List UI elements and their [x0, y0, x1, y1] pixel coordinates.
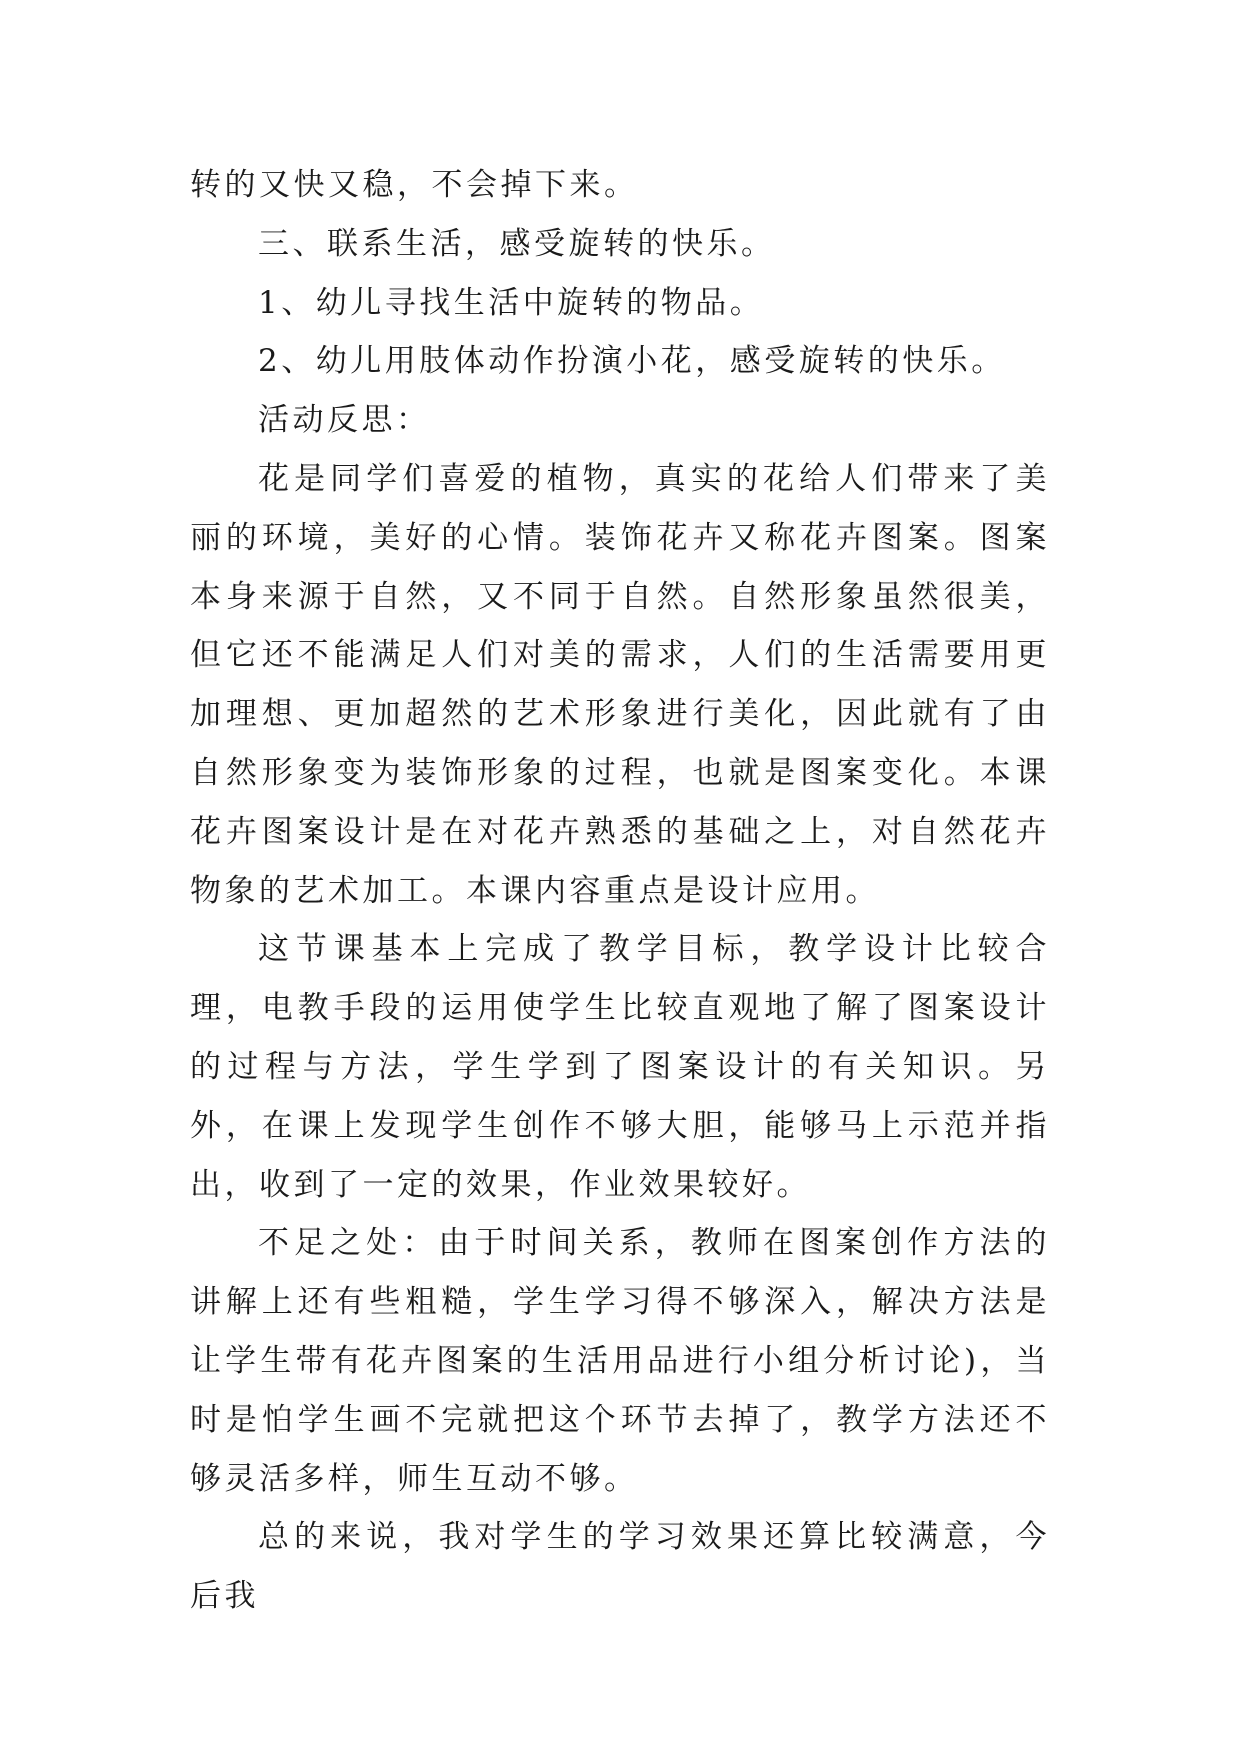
list-item-2: 2、幼儿用肢体动作扮演小花，感受旋转的快乐。: [258, 343, 1006, 380]
paragraph-goals: 这节课基本上完成了教学目标，教学设计比较合理，电教手段的运用使学生比较直观地了解了图案设计的过程与方法，学生学到了图案设计的有关知识。另外，在课上发现学生创作不够大胆，能够马上示范并指出，收到了一定的效果，作业效果较好。: [190, 931, 1050, 1203]
section-heading-three: 三、联系生活，感受旋转的快乐。: [258, 225, 776, 262]
paragraph-continuation: 转的又快又稳，不会掉下来。: [190, 167, 639, 203]
paragraph-summary: 总的来说，我对学生的学习效果还算比较满意，今后我: [190, 1519, 1050, 1615]
document-body: [190, 156, 1050, 1626]
list-item-1: 1、幼儿寻找生活中旋转的物品。: [258, 284, 765, 321]
paragraph-flowers: 花是同学们喜爱的植物，真实的花给人们带来了美丽的环境，美好的心情。装饰花卉又称花卉图案。图案本身来源于自然，又不同于自然。自然形象虽然很美，但它还不能满足人们对美的需求，人们的生活需要用更加理想、更加超然的艺术形象进行美化，因此就有了由自然形象变为装饰形象的过程，也就是图案变化。本课花卉图案设计是在对花卉熟悉的基础之上，对自然花卉物象的艺术加工。本课内容重点是设计应用。: [190, 460, 1050, 909]
paragraph-shortcomings: 不足之处：由于时间关系，教师在图案创作方法的讲解上还有些粗糙，学生学习得不够深入，解决方法是让学生带有花卉图案的生活用品进行小组分析讨论)，当时是怕学生画不完就把这个环节去掉了，教学方法还不够灵活多样，师生互动不够。: [190, 1225, 1050, 1497]
reflection-heading: 活动反思：: [258, 402, 431, 439]
